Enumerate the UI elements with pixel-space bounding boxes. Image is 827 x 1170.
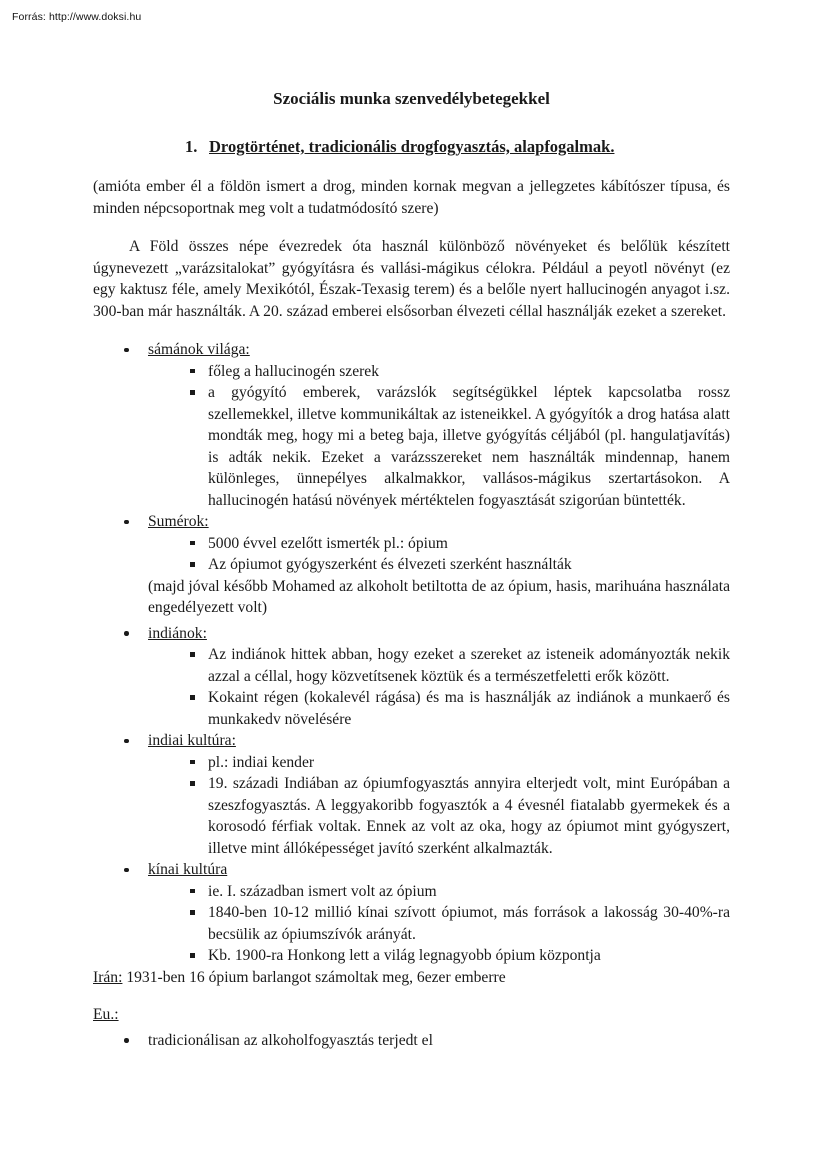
list-item xyxy=(190,644,730,687)
group-label: kínai kultúra xyxy=(148,861,228,878)
list-item xyxy=(93,511,730,533)
bullet-disc-icon xyxy=(124,520,129,525)
list-item xyxy=(190,361,730,383)
bullet-square-icon xyxy=(190,781,195,786)
document-content xyxy=(93,88,730,1051)
list-item-text: tradicionálisan az alkoholfogyasztás terjedt el xyxy=(148,1031,433,1049)
bullet-square-icon xyxy=(190,652,195,657)
list-item-text: Kokaint régen (kokalevél rágása) és ma is használják az indiánok a munkaerő és munkakedv növelésére xyxy=(208,689,730,728)
bullet-square-icon xyxy=(190,889,195,894)
list-item xyxy=(190,773,730,859)
group-label: Sumérok: xyxy=(148,513,209,530)
bullet-square-icon xyxy=(190,562,195,567)
group-label: sámánok világa: xyxy=(148,341,250,358)
sublist-samanok xyxy=(93,361,730,512)
sublist-sumerok xyxy=(93,533,730,576)
list-item xyxy=(190,881,730,903)
list-item-text: Az indiánok hittek abban, hogy ezeket a szereket az isteneik adományozták nekik azzal a céllal, hogy közvetítsenek köztük és a természetfeletti erők között. xyxy=(208,646,730,685)
list-item xyxy=(190,752,730,774)
eu-bullet-list xyxy=(93,1030,730,1052)
source-url-header: Forrás: http://www.doksi.hu xyxy=(12,11,142,23)
iran-text: 1931-ben 16 ópium barlangot számoltak meg, 6ezer emberre xyxy=(122,968,506,986)
bullet-square-icon xyxy=(190,760,195,765)
iran-label: Irán: xyxy=(93,968,123,986)
bullet-disc-icon xyxy=(124,739,129,744)
list-item xyxy=(190,533,730,555)
bullet-group-samanok xyxy=(93,339,730,361)
list-item-text: 5000 évvel ezelőtt ismerték pl.: ópium xyxy=(208,534,448,552)
bullet-group-kinai-kultura xyxy=(93,859,730,881)
bullet-disc-icon xyxy=(124,868,129,873)
list-item xyxy=(190,554,730,576)
bullet-disc-icon xyxy=(124,348,129,353)
bullet-square-icon xyxy=(190,369,195,374)
group-label: indiánok: xyxy=(148,624,207,642)
bullet-group-indianok xyxy=(93,623,730,645)
iran-line xyxy=(93,967,730,989)
bullet-disc-icon xyxy=(124,631,129,636)
list-item-text: Az ópiumot gyógyszerként és élvezeti szerként használták xyxy=(208,556,572,573)
body-paragraph-1: A Föld összes népe évezredek óta használ különböző növényeket és belőlük készített úgynevezett „varázsitalokat” gyógyításra és vallási-mágikus célokra. Például a peyotl növényt (ez egy kaktusz féle, amely Mexikótól, Észak-Texasig terem) és a belőle nyert hallucinogén anyagot i.sz. 300-ban már használták. A 20. század emberei elsősorban élvezeti céllal használják ezeket a szereket. xyxy=(93,238,730,320)
list-item xyxy=(93,623,730,645)
group-label: indiai kultúra: xyxy=(148,732,236,749)
bullet-square-icon xyxy=(190,390,195,395)
group-note-sumerok: (majd jóval később Mohamed az alkoholt betiltotta de az ópium, hasis, marihuána használata engedélyezett volt) xyxy=(148,577,730,616)
section-number: 1. xyxy=(185,137,198,156)
intro-parenthetical-paragraph: (amióta ember él a földön ismert a drog, minden kornak megvan a jellegzetes kábítószer típusa, és minden népcsoportnak meg volt a tudatmódosító szere) xyxy=(93,178,730,217)
list-item xyxy=(93,859,730,881)
list-item xyxy=(190,945,730,967)
eu-label: Eu.: xyxy=(93,1006,119,1023)
list-item-text: ie. I. században ismert volt az ópium xyxy=(208,882,437,900)
sublist-indianok xyxy=(93,644,730,730)
list-item-text: 1840-ben 10-12 millió kínai szívott ópiumot, más források a lakosság 30-40%-ra becsülik az ópiumszívók arányát. xyxy=(208,904,730,943)
list-item-text: Kb. 1900-ra Honkong lett a világ legnagyobb ópium központja xyxy=(208,947,601,964)
list-item xyxy=(190,382,730,511)
bullet-square-icon xyxy=(190,910,195,915)
section-heading xyxy=(93,136,730,158)
section-heading-label: Drogtörténet, tradicionális drogfogyasztás, alapfogalmak. xyxy=(209,137,615,156)
bullet-group-sumerok xyxy=(93,511,730,533)
bullet-square-icon xyxy=(190,541,195,546)
bullet-square-icon xyxy=(190,695,195,700)
list-item xyxy=(93,1030,730,1052)
bullet-disc-icon xyxy=(124,1038,129,1043)
tail-section xyxy=(93,967,730,1052)
list-item xyxy=(93,339,730,361)
list-item-text: pl.: indiai kender xyxy=(208,753,315,771)
sublist-indiai-kultura xyxy=(93,752,730,860)
sublist-kinai-kultura xyxy=(93,881,730,967)
spacer xyxy=(93,988,730,1004)
list-item xyxy=(190,687,730,730)
page-title: Szociális munka szenvedélybetegekkel xyxy=(273,89,550,108)
list-item-text: 19. századi Indiában az ópiumfogyasztás annyira elterjedt volt, mint Európában a szeszfogyasztás. A leggyakoribb fogyasztók a 4 évesnél fiatalabb gyermekek és a korosodó férfiak voltak. Ennek az volt az oka, hogy az ópiumot mint gyógyszert, illetve mint állóképességet javító szerként alkalmazták. xyxy=(208,775,730,857)
list-item xyxy=(93,730,730,752)
eu-line xyxy=(93,1004,730,1026)
bullet-group-indiai-kultura xyxy=(93,730,730,752)
list-item xyxy=(190,902,730,945)
list-item-text: a gyógyító emberek, varázslók segítségükkel léptek kapcsolatba rossz szellemekkel, illetve kommunikáltak az isteneikkel. A gyógyítók a drog hatása alatt mondták meg, hogy mi a beteg baja, illetve gyógyítás céljából (pl. hangulatjavítás) is adták nekik. Ezeket a varázsszereket nem használták mindennap, hanem különleges, ünnepélyes alkalmakkor, vallásos-mágikus szertartásokon. A hallucinogén hatású növények mértéktelen fogyasztását szigorúan büntették. xyxy=(208,384,730,509)
bullet-square-icon xyxy=(190,953,195,958)
list-item-text: főleg a hallucinogén szerek xyxy=(208,362,380,380)
